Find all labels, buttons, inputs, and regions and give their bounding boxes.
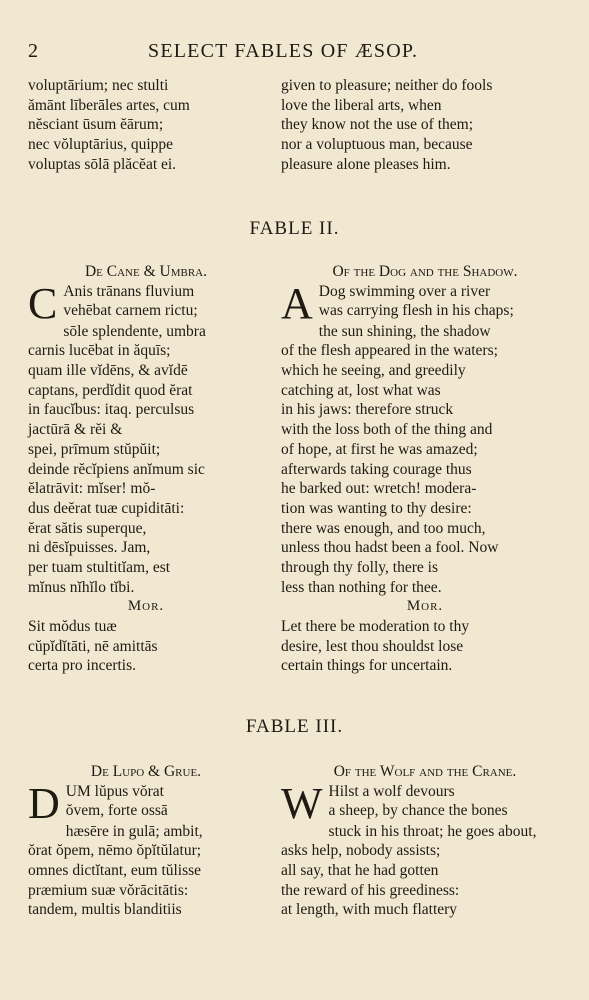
text-line: vehēbat carnem rictu; [63, 302, 198, 320]
text-line: ĕrat sătis superque, [28, 519, 147, 537]
text-line: mĭnus nĭhĭlo tĭbi. [28, 578, 135, 596]
fable-3-latin [28, 762, 264, 920]
text-line: tandem, multis blanditiis [28, 901, 182, 919]
text-line: spei, prīmum stŭpŭit; [28, 440, 161, 458]
drop-cap: C [28, 278, 58, 328]
text-line: cŭpĭdĭtāti, nē amittās [28, 637, 158, 655]
text-line: they know not the use of them; [281, 116, 473, 134]
drop-cap: D [28, 778, 60, 828]
fable-3-english-heading: Of the Wolf and the Crane. [333, 763, 517, 780]
dropcap-block [28, 778, 264, 828]
text-line: desire, lest thou shouldst lose [281, 637, 464, 655]
text-line: love the liberal arts, when [281, 96, 442, 114]
dropcap-block [281, 278, 569, 328]
text-line: nec vŏluptārius, quippe [28, 136, 174, 154]
intro-english [281, 76, 569, 174]
text-line: ŏrat ŏpem, nēmo ŏpĭtŭlatur; [28, 842, 202, 860]
fable-2-latin-heading: De Cane & Umbra. [84, 263, 207, 280]
text-line: there was enough, and too much, [281, 519, 486, 537]
text-line: in his jaws: therefore struck [281, 401, 454, 419]
text-line: certa pro incertis. [28, 657, 137, 675]
text-line: Let there be moderation to thy [281, 618, 470, 635]
text-line: unless thou hadst been a fool. Now [281, 539, 499, 557]
text-line: hæsēre in gulā; ambit, [65, 822, 203, 840]
text-line: afterwards taking courage thus [281, 460, 472, 478]
text-line: catching at, lost what was [281, 381, 441, 399]
moral-label: Mor. [406, 598, 444, 615]
text-line: præmium suæ vŏrācitātis: [28, 881, 189, 899]
dropcap-block [28, 278, 264, 328]
running-title: SELECT FABLES OF ÆSOP. [148, 40, 419, 62]
drop-cap: A [281, 278, 313, 328]
text-line: pleasure alone pleases him. [281, 155, 451, 173]
text-line: ŏvem, forte ossā [65, 802, 168, 820]
text-line: voluptas sōlā plăcĕat ei. [28, 155, 177, 173]
text-line: through thy folly, there is [281, 558, 438, 576]
text-line: ni dēsĭpuisses. Jam, [28, 539, 151, 557]
fable-2-english [281, 262, 569, 676]
drop-cap: W [281, 778, 323, 828]
text-line: the reward of his greediness: [281, 881, 460, 899]
text-line: sōle splendente, umbra [63, 322, 206, 340]
text-line: of hope, at first he was amazed; [281, 440, 478, 458]
text-line: voluptārium; nec stulti [28, 77, 169, 94]
text-line: quam ille vĭdēns, & avĭdē [28, 362, 188, 380]
text-line: which he seeing, and greedily [281, 362, 466, 380]
text-line: stuck in his throat; he goes about, [328, 822, 537, 840]
text-line: the sun shining, the shadow [318, 322, 491, 340]
text-line: tion was wanting to thy desire: [281, 499, 472, 517]
text-line: less than nothing for thee. [281, 578, 442, 596]
fable-3-latin-heading: De Lupo & Grue. [90, 763, 202, 780]
page-number: 2 [28, 40, 40, 62]
fable-2-latin [28, 262, 264, 676]
fable-3-title: FABLE III. [245, 716, 344, 737]
text-line: with the loss both of the thing and [281, 421, 493, 439]
text-line: certain things for uncertain. [281, 657, 453, 675]
text-line: ĕlatrāvit: mĭser! mŏ- [28, 480, 156, 498]
text-line: given to pleasure; neither do fools [281, 77, 493, 94]
intro-latin [28, 76, 264, 174]
text-line: a sheep, by chance the bones [328, 802, 508, 820]
text-line: was carrying flesh in his chaps; [318, 302, 514, 320]
text-line: he barked out: wretch! modera- [281, 480, 477, 498]
text-line: dus deĕrat tuæ cupiditāti: [28, 499, 185, 517]
text-line: nĕsciant ūsum ĕārum; [28, 116, 164, 134]
text-line: omnes dictĭtant, eum tŭlisse [28, 862, 202, 880]
text-line: ămānt līberāles artes, cum [28, 96, 190, 114]
text-line: in faucĭbus: itaq. perculsus [28, 401, 195, 419]
text-line: Anis trānans fluvium [63, 282, 195, 300]
text-line: UM lŭpus vŏrat [65, 782, 164, 800]
text-line: jactūrā & rĕi & [28, 421, 123, 439]
fable-2-title: FABLE II. [249, 218, 340, 239]
text-line: captans, perdĭdit quod ĕrat [28, 381, 193, 399]
text-line: at length, with much flattery [281, 901, 458, 919]
text-line: Dog swimming over a river [318, 282, 491, 300]
text-line: nor a voluptuous man, because [281, 136, 473, 154]
dropcap-block [281, 778, 569, 828]
text-line: asks help, nobody assists; [281, 842, 441, 860]
text-line: Sit mŏdus tuæ [28, 618, 117, 635]
text-line: deinde rĕcĭpiens anĭmum sic [28, 460, 205, 478]
text-line: per tuam stultitĭam, est [28, 558, 171, 576]
text-line: Hilst a wolf devours [328, 782, 455, 800]
text-line: all say, that he had gotten [281, 862, 439, 880]
moral-label: Mor. [127, 598, 165, 615]
text-line: of the flesh appeared in the waters; [281, 342, 498, 360]
text-line: carnis lucēbat in ăquīs; [28, 342, 171, 360]
fable-2-english-heading: Of the Dog and the Shadow. [332, 263, 518, 280]
fable-3-english [281, 762, 569, 920]
